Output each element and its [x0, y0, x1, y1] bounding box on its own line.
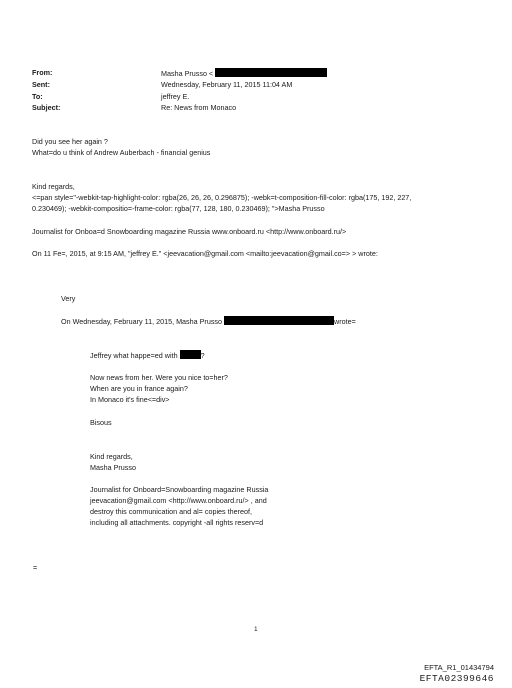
sent-value: Wednesday, February 11, 2015 11:04 AM: [161, 80, 293, 89]
quote2-including: including all attachments. copyright -all rights reserv=d: [90, 518, 264, 527]
quote1-on-wed-text: On Wednesday, February 11, 2015, Masha Prusso: [61, 317, 223, 326]
quote2-jeffrey-what-text: Jeffrey what happe=ed with: [90, 351, 178, 360]
subject-label: Subject:: [32, 103, 61, 112]
redaction-box: [215, 68, 327, 77]
from-value: [161, 68, 327, 78]
body-line-2: What=do u think of Andrew Auberbach - financial genius: [32, 148, 211, 157]
from-label: From:: [32, 68, 53, 77]
quote2-destroy: destroy this communication and al= copies thereof,: [90, 507, 253, 516]
bates-number-1: EFTA_R1_01434794: [424, 663, 494, 672]
body-span-line-1: <=pan style="-webkit-tap-highlight-color: rgba(26, 26, 26, 0.296875); -webk=t-composition-fill-color: rgba(175, 192, 227,: [32, 193, 412, 202]
body-span-line-2: 0.230469); -webkit-compositio=-frame-color: rgba(77, 128, 180, 0.230469); ">Masha Prusso: [32, 204, 325, 213]
quote2-question-mark: ?: [200, 351, 205, 360]
body-regards: Kind regards,: [32, 182, 75, 191]
sent-label: Sent:: [32, 80, 50, 89]
to-value: jeffrey E.: [161, 92, 190, 101]
bates-number-2: EFTA02399646: [419, 673, 494, 684]
quote2-now-news: Now news from her. Were you nice to=her?: [90, 373, 228, 382]
quote2-when-france: When are you in france again?: [90, 384, 188, 393]
body-journalist: Journalist for Onboa=d Snowboarding magazine Russia www.onboard.ru <http://www.onboard.ru/>: [32, 227, 347, 236]
redaction-box: [180, 350, 201, 359]
quote1-on-wednesday: [61, 316, 356, 326]
quote2-bisous: Bisous: [90, 418, 112, 427]
page-number: 1: [254, 626, 258, 633]
body-on-11-feb: On 11 Fe=, 2015, at 9:15 AM, "jeffrey E." <jeevacation@gmail.com <mailto:jeevacation@gmail.co=> > wrote:: [32, 249, 378, 258]
stray-mark: =: [33, 563, 38, 572]
quote1-very: Very: [61, 294, 76, 303]
quote2-email: jeevacation@gmail.com <http://www.onboard.ru/> , and: [90, 496, 267, 505]
to-label: To:: [32, 92, 43, 101]
quote2-name: Masha Prusso: [90, 463, 136, 472]
redaction-box: [224, 316, 334, 325]
quote2-jeffrey-what: [90, 350, 205, 360]
from-name: Masha Prusso <: [161, 69, 214, 78]
quote1-wrote: wrote=: [334, 317, 356, 326]
quote2-journalist: Journalist for Onboard=Snowboarding magazine Russia: [90, 485, 269, 494]
body-line-1: Did you see her again ?: [32, 137, 108, 146]
quote2-regards: Kind regards,: [90, 452, 133, 461]
subject-value: Re: News from Monaco: [161, 103, 237, 112]
quote2-in-monaco: In Monaco it's fine<=div>: [90, 395, 170, 404]
